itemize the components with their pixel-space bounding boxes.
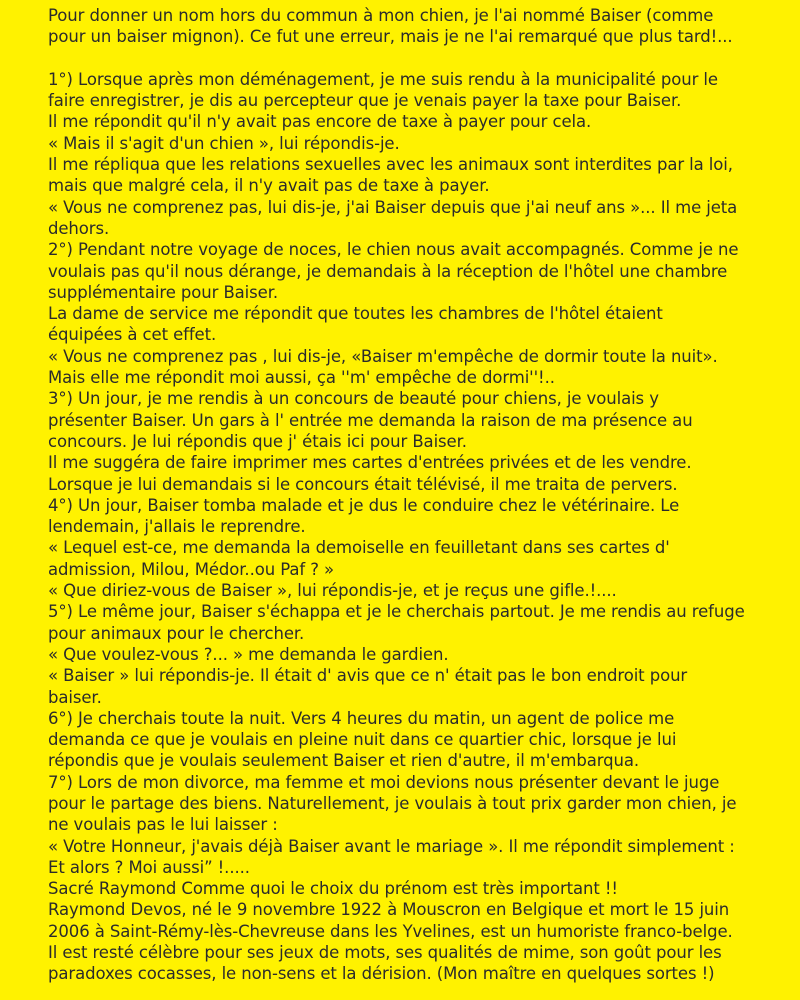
text-line: 5°) Le même jour, Baiser s'échappa et je le cherchais partout. Je me rendis au refuge xyxy=(48,602,745,622)
text-line: 7°) Lors de mon divorce, ma femme et moi devions nous présenter devant le juge xyxy=(48,772,720,792)
text-line: mais que malgré cela, il n'y avait pas de taxe à payer. xyxy=(48,176,490,196)
text-line: Il est resté célèbre pour ses jeux de mots, ses qualités de mime, son goût pour les xyxy=(48,943,722,963)
text-line: « Vous ne comprenez pas , lui dis-je, «Baiser m'empêche de dormir toute la nuit». xyxy=(48,346,718,366)
text-line: « Que diriez-vous de Baiser », lui répondis-je, et je reçus une gifle.!.... xyxy=(48,581,617,601)
text-line: présenter Baiser. Un gars à l' entrée me demanda la raison de ma présence au xyxy=(48,410,693,430)
text-line: 2°) Pendant notre voyage de noces, le chien nous avait accompagnés. Comme je ne xyxy=(48,240,739,260)
text-line: « Vous ne comprenez pas, lui dis-je, j'ai Baiser depuis que j'ai neuf ans »... Il me jeta xyxy=(48,197,738,217)
text-line: Il me répondit qu'il n'y avait pas encore de taxe à payer pour cela. xyxy=(48,112,592,132)
text-line: baiser. xyxy=(48,687,102,707)
document-text xyxy=(48,5,780,985)
text-line: 2006 à Saint-Rémy-lès-Chevreuse dans les Yvelines, est un humoriste franco-belge. xyxy=(48,921,733,941)
text-line: demanda ce que je voulais en pleine nuit dans ce quartier chic, lorsque je lui xyxy=(48,730,677,750)
text-line: dehors. xyxy=(48,218,110,238)
text-line: faire enregistrer, je dis au percepteur que je venais payer la taxe pour Baiser. xyxy=(48,91,682,111)
text-line: 1°) Lorsque après mon déménagement, je me suis rendu à la municipalité pour le xyxy=(48,69,718,89)
text-line: voulais pas qu'il nous dérange, je demandais à la réception de l'hôtel une chambre xyxy=(48,261,728,281)
text-line: Sacré Raymond Comme quoi le choix du prénom est très important !! xyxy=(48,879,618,899)
text-line: Et alors ? Moi aussi” !..... xyxy=(48,857,250,877)
text-line: pour animaux pour le chercher. xyxy=(48,623,305,643)
text-line: répondis que je voulais seulement Baiser et rien d'autre, il m'embarqua. xyxy=(48,751,639,771)
text-line: 4°) Un jour, Baiser tomba malade et je dus le conduire chez le vétérinaire. Le xyxy=(48,495,680,515)
text-line: « Mais il s'agit d'un chien », lui répondis-je. xyxy=(48,133,400,153)
text-line: « Lequel est-ce, me demanda la demoiselle en feuilletant dans ses cartes d' xyxy=(48,538,670,558)
text-line: « Votre Honneur, j'avais déjà Baiser avant le mariage ». Il me répondit simplement : xyxy=(48,836,735,856)
text-line: concours. Je lui répondis que j' étais ici pour Baiser. xyxy=(48,431,467,451)
text-line: 3°) Un jour, je me rendis à un concours de beauté pour chiens, je voulais y xyxy=(48,389,659,409)
text-line: équipées à cet effet. xyxy=(48,325,217,345)
text-line: Il me suggéra de faire imprimer mes cartes d'entrées privées et de les vendre. xyxy=(48,453,692,473)
text-line: Raymond Devos, né le 9 novembre 1922 à Mouscron en Belgique et mort le 15 juin xyxy=(48,900,730,920)
text-line: pour le partage des biens. Naturellement, je voulais à tout prix garder mon chien, je xyxy=(48,793,737,813)
blank-line xyxy=(48,48,780,69)
text-line: « Que voulez-vous ?... » me demanda le gardien. xyxy=(48,644,449,664)
text-line: Il me répliqua que les relations sexuelles avec les animaux sont interdites par la loi, xyxy=(48,155,733,175)
text-line: paradoxes cocasses, le non-sens et la dérision. (Mon maître en quelques sortes !) xyxy=(48,964,715,984)
text-line: Mais elle me répondit moi aussi, ça ''m' empêche de dormi''!.. xyxy=(48,368,555,388)
text-line: « Baiser » lui répondis-je. Il était d' avis que ce n' était pas le bon endroit pour xyxy=(48,666,688,686)
text-line: ne voulais pas le lui laisser : xyxy=(48,815,278,835)
text-line: lendemain, j'allais le reprendre. xyxy=(48,517,306,537)
text-line: 6°) Je cherchais toute la nuit. Vers 4 heures du matin, un agent de police me xyxy=(48,708,675,728)
text-line: La dame de service me répondit que toutes les chambres de l'hôtel étaient xyxy=(48,304,663,324)
text-line: admission, Milou, Médor..ou Paf ? » xyxy=(48,559,334,579)
text-line: Pour donner un nom hors du commun à mon chien, je l'ai nommé Baiser (comme xyxy=(48,6,714,25)
text-line: supplémentaire pour Baiser. xyxy=(48,282,279,302)
text-line: pour un baiser mignon). Ce fut une erreur, mais je ne l'ai remarqué que plus tard!... xyxy=(48,27,733,47)
text-line: Lorsque je lui demandais si le concours était télévisé, il me traita de pervers. xyxy=(48,474,678,494)
